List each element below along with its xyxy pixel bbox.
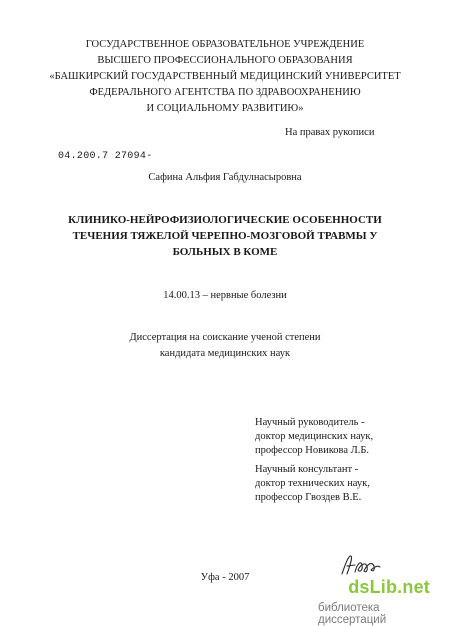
city-year: Уфа - 2007 bbox=[200, 572, 250, 583]
title-line-3: БОЛЬНЫХ В КОМЕ bbox=[172, 246, 278, 258]
dissertation-line-2: кандидата медицинских наук bbox=[159, 348, 291, 359]
supervisor-name: профессор Новикова Л.Б. bbox=[255, 445, 370, 456]
title-line-1: КЛИНИКО-НЕЙРОФИЗИОЛОГИЧЕСКИЕ ОСОБЕННОСТИ bbox=[68, 214, 382, 226]
consultant-name: профессор Гвоздев В.Е. bbox=[255, 492, 362, 503]
registration-number: 04.200.7 27094- bbox=[58, 151, 153, 162]
header-line-4: ФЕДЕРАЛЬНОГО АГЕНТСТВА ПО ЗДРАВООХРАНЕНИЮ bbox=[89, 87, 361, 98]
header-line-2: ВЫСШЕГО ПРОФЕССИОНАЛЬНОГО ОБРАЗОВАНИЯ bbox=[97, 55, 353, 66]
specialty-code: 14.00.13 – нервные болезни bbox=[163, 290, 287, 301]
consultant-degree: доктор технических наук, bbox=[255, 478, 370, 489]
manuscript-rights-note: На правах рукописи bbox=[285, 127, 375, 138]
watermark-logo: dsLib.net bbox=[348, 577, 430, 597]
supervisor-degree: доктор медицинских наук, bbox=[255, 431, 374, 442]
header-line-1: ГОСУДАРСТВЕННОЕ ОБРАЗОВАТЕЛЬНОЕ УЧРЕЖДЕНИЕ bbox=[85, 39, 365, 50]
header-line-5: И СОЦИАЛЬНОМУ РАЗВИТИЮ» bbox=[146, 103, 304, 114]
dissertation-line-1: Диссертация на соискание ученой степени bbox=[129, 332, 321, 343]
consultant-label: Научный консультант - bbox=[255, 464, 359, 475]
watermark bbox=[318, 577, 450, 626]
header-line-3: «БАШКИРСКИЙ ГОСУДАРСТВЕННЫЙ МЕДИЦИНСКИЙ УНИВЕРСИТЕТ bbox=[49, 71, 401, 82]
title-line-2: ТЕЧЕНИЯ ТЯЖЕЛОЙ ЧЕРЕПНО-МОЗГОВОЙ ТРАВМЫ У bbox=[72, 230, 378, 242]
author-name: Сафина Альфия Габдулнасыровна bbox=[148, 172, 302, 183]
supervisor-label: Научный руководитель - bbox=[255, 417, 365, 428]
watermark-caption: библиотека диссертаций bbox=[318, 602, 387, 626]
